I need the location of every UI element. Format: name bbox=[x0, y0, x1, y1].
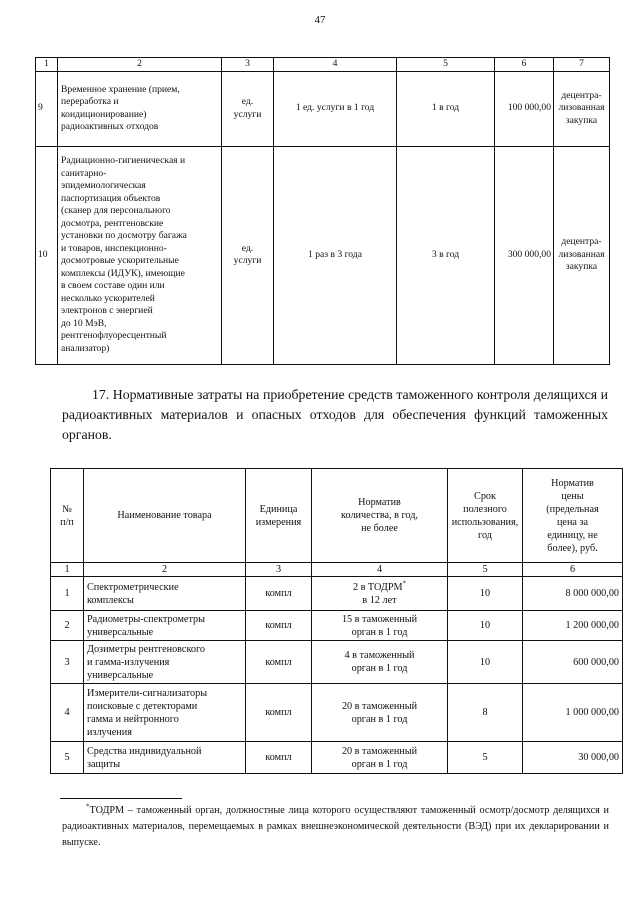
column-number: 1 bbox=[36, 58, 58, 72]
column-header-number bbox=[51, 469, 84, 563]
quantity-cell bbox=[312, 742, 448, 774]
text-line: и гамма-излучения bbox=[87, 656, 170, 668]
column-number: 4 bbox=[312, 563, 448, 577]
table-row bbox=[51, 641, 623, 684]
method-cell bbox=[554, 71, 610, 146]
text-line: Единица bbox=[259, 503, 298, 515]
text-line: полезного bbox=[463, 503, 507, 515]
text-line: орган в 1 год bbox=[351, 663, 408, 674]
row-number: 5 bbox=[51, 742, 84, 774]
price-cell: 600 000,00 bbox=[523, 641, 623, 684]
text-line: универсальные bbox=[87, 626, 154, 638]
text-line: поисковые с детекторами bbox=[87, 700, 198, 712]
text-line: Норматив bbox=[358, 497, 401, 508]
lifetime-cell: 10 bbox=[448, 611, 523, 641]
text-line: закупка bbox=[565, 114, 598, 126]
lifetime-cell: 5 bbox=[448, 742, 523, 774]
text-line: гамма и нейтронного bbox=[87, 713, 179, 725]
page-number: 47 bbox=[314, 14, 326, 26]
price-cell: 30 000,00 bbox=[523, 742, 623, 774]
column-number-row bbox=[51, 563, 623, 577]
text-line: электронов с энергией bbox=[61, 305, 153, 316]
column-number: 1 bbox=[51, 563, 84, 577]
unit-cell: компл bbox=[246, 641, 312, 684]
text-line: Измерители-сигнализаторы bbox=[87, 687, 208, 699]
text-line: цена за bbox=[556, 516, 589, 528]
text-line: измерения bbox=[255, 516, 302, 528]
text-line: санитарно- bbox=[61, 167, 107, 179]
quantity-cell bbox=[312, 577, 448, 611]
quantity-cell bbox=[312, 684, 448, 742]
column-header-quantity bbox=[312, 469, 448, 563]
text-line: орган в 1 год bbox=[351, 713, 408, 725]
section-17-paragraph bbox=[62, 385, 608, 445]
text-line: и товаров, инспекционно- bbox=[61, 242, 167, 254]
period-cell: 1 в год bbox=[397, 71, 495, 146]
unit-cell: компл bbox=[246, 577, 312, 611]
quantity-cell: 1 раз в 3 года bbox=[274, 146, 397, 364]
text-line: цены bbox=[561, 490, 584, 502]
table-row bbox=[51, 684, 623, 742]
product-name bbox=[84, 577, 246, 611]
text-line: 20 в таможенный bbox=[341, 745, 418, 757]
text-line: децентра- bbox=[561, 89, 602, 101]
column-number-row bbox=[36, 58, 610, 72]
footnote-marker: * bbox=[402, 579, 407, 588]
text-line: 15 в таможенный bbox=[341, 613, 418, 625]
column-number: 5 bbox=[448, 563, 523, 577]
text-line: Временное хранение (прием, bbox=[61, 83, 180, 95]
text-line: децентра- bbox=[561, 236, 602, 248]
text-line: анализатор) bbox=[61, 342, 110, 354]
text-line: 20 в таможенный bbox=[341, 700, 418, 712]
text-line: кондиционирование) bbox=[61, 108, 147, 120]
table-row bbox=[51, 611, 623, 641]
column-number: 2 bbox=[58, 58, 222, 72]
text-line: Норматив bbox=[551, 477, 594, 489]
table-row bbox=[51, 742, 623, 774]
text-line: паспортизация объектов bbox=[61, 192, 161, 204]
section-text: 17. Нормативные затраты на приобретение средств таможенного контроля делящихся и радиоактивных материалов и опасных отходов для обеспечения функций таможенных органов. bbox=[62, 387, 608, 442]
text-line: количества, в год, bbox=[341, 510, 418, 521]
lifetime-cell: 8 bbox=[448, 684, 523, 742]
quantity-cell bbox=[312, 641, 448, 684]
unit-cell: компл bbox=[246, 684, 312, 742]
text-line: орган в 1 год bbox=[351, 626, 408, 638]
text-line: защиты bbox=[87, 758, 121, 770]
unit-cell: компл bbox=[246, 611, 312, 641]
column-number: 6 bbox=[495, 58, 554, 72]
text-line: орган в 1 год bbox=[351, 758, 408, 770]
service-name bbox=[58, 146, 222, 364]
text-line: досмотра, рентгеновские bbox=[61, 217, 164, 229]
text-line: услуги bbox=[233, 108, 262, 120]
row-number: 2 bbox=[51, 611, 84, 641]
product-name bbox=[84, 684, 246, 742]
text-line: использования, bbox=[451, 516, 519, 528]
product-name bbox=[84, 641, 246, 684]
product-name bbox=[84, 611, 246, 641]
text-line: № bbox=[62, 503, 72, 515]
column-number: 3 bbox=[222, 58, 274, 72]
footnote-marker: * bbox=[86, 802, 90, 811]
price-cell: 100 000,00 bbox=[495, 71, 554, 146]
column-number: 7 bbox=[554, 58, 610, 72]
text-line: 2 в ТОДРМ* bbox=[352, 579, 407, 593]
column-number: 3 bbox=[246, 563, 312, 577]
footnote bbox=[62, 803, 609, 851]
column-header-price bbox=[523, 469, 623, 563]
column-header-unit bbox=[246, 469, 312, 563]
text-line: рентгенофлуоресцентный bbox=[61, 330, 167, 341]
text-line: п/п bbox=[60, 516, 74, 528]
text-line: комплексы bbox=[87, 594, 134, 606]
table-row bbox=[51, 577, 623, 611]
method-cell bbox=[554, 146, 610, 364]
text-line: ед. bbox=[241, 242, 254, 254]
text-line: Дозиметры рентгеновского bbox=[87, 643, 205, 655]
text-line: услуги bbox=[233, 255, 262, 266]
text-line: более), руб. bbox=[547, 542, 598, 554]
table-row bbox=[36, 146, 610, 364]
price-cell: 1 000 000,00 bbox=[523, 684, 623, 742]
table-row bbox=[36, 71, 610, 146]
lifetime-cell: 10 bbox=[448, 577, 523, 611]
text-line: (сканер для персонального bbox=[61, 205, 171, 216]
service-name bbox=[58, 71, 222, 146]
text-line: Срок bbox=[474, 490, 496, 502]
text-line: лизованная bbox=[558, 248, 605, 260]
text-line: радиоактивных отходов bbox=[61, 121, 159, 132]
text-line: год bbox=[478, 529, 492, 541]
text-line: (предельная bbox=[546, 503, 599, 515]
text-line: Радиационно-гигиеническая и bbox=[61, 155, 186, 166]
row-number: 10 bbox=[36, 146, 58, 364]
quantity-cell: 1 ед. услуги в 1 год bbox=[274, 71, 397, 146]
row-number: 1 bbox=[51, 577, 84, 611]
price-cell: 1 200 000,00 bbox=[523, 611, 623, 641]
quantity-cell bbox=[312, 611, 448, 641]
text-line: установки по досмотру багажа bbox=[61, 230, 187, 241]
text-line: закупка bbox=[565, 261, 598, 273]
text-line: эпидемиологическая bbox=[61, 180, 146, 191]
footnote-divider bbox=[60, 798, 182, 799]
period-cell: 3 в год bbox=[397, 146, 495, 364]
text-line: 4 в таможенный bbox=[344, 650, 415, 661]
equipment-costs-table bbox=[50, 468, 623, 774]
text-line: излучения bbox=[87, 726, 132, 738]
text-line: Спектрометрические bbox=[87, 581, 179, 593]
lifetime-cell: 10 bbox=[448, 641, 523, 684]
text-line: переработка и bbox=[61, 96, 119, 107]
price-cell: 300 000,00 bbox=[495, 146, 554, 364]
unit-cell bbox=[222, 71, 274, 146]
text-line: лизованная bbox=[558, 102, 605, 114]
text-line: до 10 МэВ, bbox=[61, 317, 107, 329]
unit-cell: компл bbox=[246, 742, 312, 774]
text-line: Средства индивидуальной bbox=[87, 745, 202, 757]
product-name bbox=[84, 742, 246, 774]
column-number: 2 bbox=[84, 563, 246, 577]
unit-cell bbox=[222, 146, 274, 364]
text-line: в 12 лет bbox=[362, 594, 397, 606]
text-line: несколько ускорителей bbox=[61, 292, 155, 304]
text-line: не более bbox=[361, 523, 398, 534]
row-number: 3 bbox=[51, 641, 84, 684]
price-cell: 8 000 000,00 bbox=[523, 577, 623, 611]
text-line: комплексы (ИДУК), имеющие bbox=[61, 267, 185, 279]
column-header-name bbox=[84, 469, 246, 563]
text-line: досмотровые ускорительные bbox=[61, 255, 179, 266]
text-line: ед. bbox=[241, 96, 254, 107]
text-line: в своем составе один или bbox=[61, 280, 165, 291]
costs-table-continued bbox=[35, 57, 610, 365]
text-line: универсальные bbox=[87, 669, 154, 681]
row-number: 4 bbox=[51, 684, 84, 742]
column-number: 6 bbox=[523, 563, 623, 577]
text-line: Наименование товара bbox=[117, 510, 212, 521]
header-row bbox=[51, 469, 623, 563]
column-number: 5 bbox=[397, 58, 495, 72]
row-number: 9 bbox=[36, 71, 58, 146]
text-line: Радиометры-спектрометры bbox=[87, 613, 205, 625]
column-number: 4 bbox=[274, 58, 397, 72]
footnote-text: ТОДРМ – таможенный орган, должностные лица которого осуществляют таможенный осмотр/досмотр делящихся и радиоактивных материалов, перемещаемых в рамках внешнеэкономической деятельности (ВЭД) при их декларировании и выпуске. bbox=[62, 805, 609, 848]
column-header-lifetime bbox=[448, 469, 523, 563]
text-line: единицу, не bbox=[547, 529, 598, 541]
